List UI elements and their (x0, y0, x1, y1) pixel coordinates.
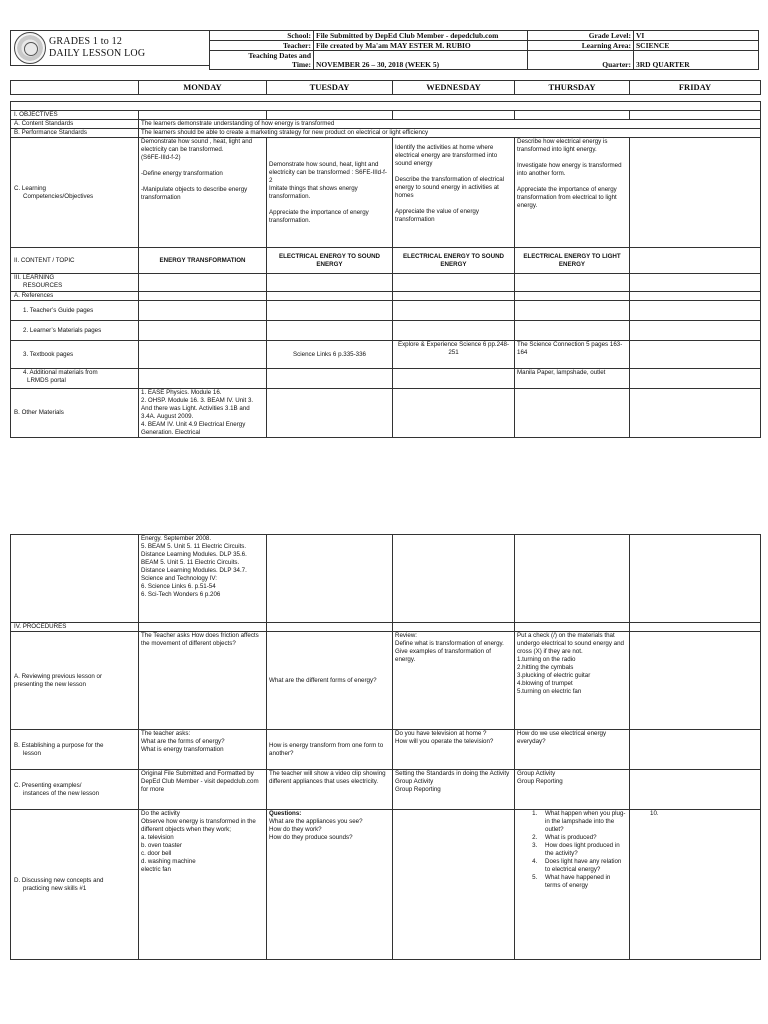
topic-friday (630, 248, 761, 274)
content-topic-label: II. CONTENT / TOPIC (11, 248, 139, 274)
learning-resources-label: III. LEARNING RESOURCES (11, 274, 139, 292)
other-materials-label: B. Other Materials (11, 389, 139, 438)
teachers-guide-label: 1. Teacher’s Guide pages (11, 301, 139, 321)
reviewing-thursday: Put a check (/) on the materials that undergo electrical to sound energy and cross (X) if they are not. 1.turning on the radio 2.hitting the cymbals 3.plucking of electric guitar 4.blowing of trumpet 5.turning on electric fan (515, 632, 630, 730)
competencies-friday (630, 138, 761, 248)
weekday-header-table (10, 80, 761, 95)
discussing-thursday (515, 810, 630, 960)
quarter-value: 3RD QUARTER (634, 51, 759, 70)
day-wednesday: WEDNESDAY (393, 81, 515, 95)
discussing-tuesday: Questions: What are the appliances you see? How do they work? How do they produce sounds? (267, 810, 393, 960)
teacher-label: Teacher: (210, 41, 314, 51)
competencies-thursday: Describe how electrical energy is transformed into light energy. Investigate how energy is transformed into another form. Appreciate the importance of energy transformation from electrical to light energy. (515, 138, 630, 248)
school-value: File Submitted by DepEd Club Member - depedclub.com (314, 31, 528, 41)
competencies-monday: Demonstrate how sound , heat, light and electricity can be transformed. (S6FE-IIId-f-2) -Define energy transformation -Manipulate objects to describe energy transformation (139, 138, 267, 248)
purpose-thursday: How do we use electrical energy everyday? (515, 730, 630, 770)
additional-thursday: Manila Paper, lampshade, outlet (515, 369, 630, 389)
examples-wednesday: Setting the Standards in doing the Activity Group Activity Group Reporting (393, 770, 515, 810)
competencies-wednesday: Identify the activities at home where electrical energy are transformed into sound energy Describe the transformation of electrical energy to sound energy in activities at homes Appreciate the value of energy transformation (393, 138, 515, 248)
discussing-question-2: 2. What is produced? (539, 834, 627, 842)
reviewing-monday: The Teacher asks How does friction affects the movement of different objects? (139, 632, 267, 730)
discussing-monday: Do the activity Observe how energy is transformed in the different objects when they work; a. television b. oven toaster c. door bell d. washing machine electric fan (139, 810, 267, 960)
log-title-box (10, 30, 209, 66)
examples-label: C. Presenting examples/ instances of the new lesson (11, 770, 139, 810)
grade-level-label: Grade Level: (528, 31, 634, 41)
performance-standards-label: B. Performance Standards (11, 129, 139, 138)
teaching-dates-label: Teaching Dates and Time: (210, 51, 314, 70)
title-line-2: DAILY LESSON LOG (49, 48, 146, 59)
topic-thursday: ELECTRICAL ENERGY TO LIGHT ENERGY (515, 248, 630, 274)
discussing-question-4: 4. Does light have any relation to electrical energy? (539, 858, 627, 874)
lesson-log-table-page-1 (10, 101, 761, 438)
title-line-1: GRADES 1 to 12 (49, 36, 123, 47)
performance-standards-text: The learners should be able to create a marketing strategy for new product on electrical or light efficiency (139, 129, 761, 138)
discussing-wednesday (393, 810, 515, 960)
topic-wednesday: ELECTRICAL ENERGY TO SOUND ENERGY (393, 248, 515, 274)
objectives-heading: I. OBJECTIVES (11, 111, 139, 120)
discussing-question-5: 5. What have happened in terms of energy (539, 874, 627, 890)
day-monday: MONDAY (139, 81, 267, 95)
teaching-dates-value: NOVEMBER 26 – 30, 2018 (WEEK 5) (314, 51, 528, 70)
discussing-label: D. Discussing new concepts and practicing new skills #1 (11, 810, 139, 960)
quarter-label: Quarter: (528, 51, 634, 70)
discussing-question-1: 1. What happen when you plug-in the lampshade into the outlet? (539, 810, 627, 834)
learning-area-value: SCIENCE (634, 41, 759, 51)
school-label: School: (210, 31, 314, 41)
topic-monday: ENERGY TRANSFORMATION (139, 248, 267, 274)
learning-area-label: Learning Area: (528, 41, 634, 51)
examples-thursday: Group Activity Group Reporting (515, 770, 630, 810)
examples-tuesday: The teacher will show a video clip showing different appliances that uses electricity. (267, 770, 393, 810)
learners-materials-label: 2. Learner’s Materials pages (11, 321, 139, 341)
examples-monday: Original File Submitted and Formatted by DepEd Club Member - visit depedclub.com for more (139, 770, 267, 810)
additional-materials-label: 4. Additional materials from LRMDS portal (11, 369, 139, 389)
day-thursday: THURSDAY (515, 81, 630, 95)
content-standards-text: The learners demonstrate understanding of how energy is transformed (139, 120, 761, 129)
header-info-table (209, 30, 759, 70)
day-tuesday: TUESDAY (267, 81, 393, 95)
competencies-tuesday: Demonstrate how sound, heat, light and electricity can be transformed : S6FE-IIId-f-2 Imitate things that shows energy transformation. Appreciate the importance of energy transformation. (267, 138, 393, 248)
purpose-label: B. Establishing a purpose for the lesson (11, 730, 139, 770)
grade-level-value: VI (634, 31, 759, 41)
teacher-value: File created by Ma'am MAY ESTER M. RUBIO (314, 41, 528, 51)
lesson-log-table-page-2 (10, 534, 761, 960)
reviewing-wednesday: Review: Define what is transformation of energy. Give examples of transformation of energy. (393, 632, 515, 730)
day-friday: FRIDAY (630, 81, 761, 95)
textbook-tuesday: Science Links 6 p.335-336 (267, 341, 393, 369)
competencies-label: C. Learning Competencies/Objectives (11, 138, 139, 248)
procedures-heading: IV. PROCEDURES (11, 623, 139, 632)
other-materials-continued: Energy. September 2008. 5. BEAM 5. Unit 5. 11 Electric Circuits. Distance Learning Modules. DLP 35.6. BEAM 5. Unit 5. 11 Electric Circuits. Distance Learning Modules. DLP 34.7. Science and Technology IV: 6. Science Links 6. p.51-54 6. Sci-Tech Wonders 6 p.206 (139, 535, 267, 623)
discussing-question-3: 3. How does light produced in the activity? (539, 842, 627, 858)
topic-tuesday: ELECTRICAL ENERGY TO SOUND ENERGY (267, 248, 393, 274)
other-materials-monday: 1. EASE Physics. Module 16. 2. OHSP. Module 16. 3. BEAM IV. Unit 3. And there was Light. Activities 3.1B and 3.4A. August 2009. 4. BEAM IV. Unit 4.9 Electrical Energy Generation. Electrical (139, 389, 267, 438)
discussing-friday: 10. (630, 810, 761, 960)
blank-header-cell (11, 81, 139, 95)
content-standards-label: A. Content Standards (11, 120, 139, 129)
textbook-wednesday: Explore & Experience Science 6 pp.248-251 (393, 341, 515, 369)
purpose-monday: The teacher asks: What are the forms of energy? What is energy transformation (139, 730, 267, 770)
textbook-thursday: The Science Connection 5 pages 163-164 (515, 341, 630, 369)
textbook-pages-label: 3. Textbook pages (11, 341, 139, 369)
references-label: A. References (11, 292, 139, 301)
reviewing-label: A. Reviewing previous lesson or presenting the new lesson (11, 632, 139, 730)
purpose-tuesday: How is energy transform from one form to another? (267, 730, 393, 770)
purpose-wednesday: Do you have television at home ? How will you operate the television? (393, 730, 515, 770)
reviewing-tuesday: What are the different forms of energy? (267, 632, 393, 730)
